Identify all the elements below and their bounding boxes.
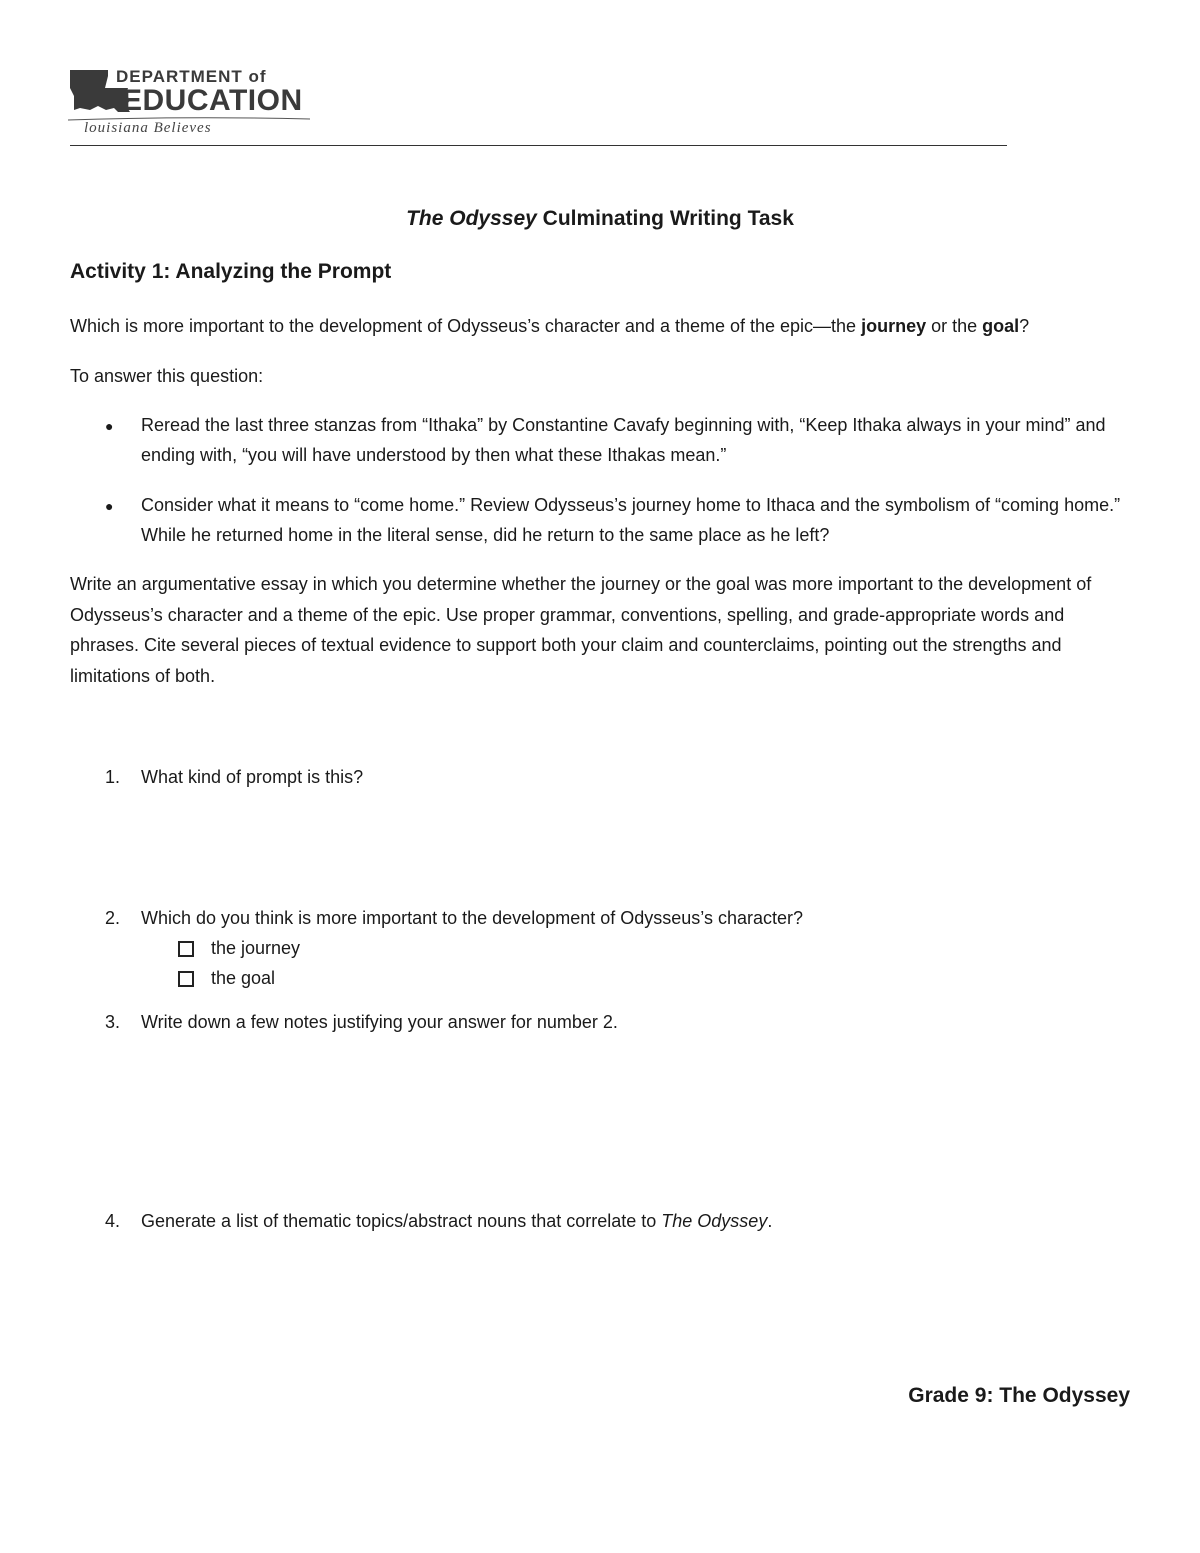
question-middle: or the: [926, 316, 983, 336]
question-2: Which do you think is more important to the development of Odysseus’s character?: [141, 908, 803, 928]
bullet-icon: ●: [105, 418, 114, 434]
bullet-item-1: Reread the last three stanzas from “Ithaka” by Constantine Cavafy beginning with, “Keep Ithaka always in your mind” and ending with, “you will have understood by then what these Ithakas mean.”: [141, 415, 1106, 465]
option-the-journey: the journey: [211, 938, 301, 958]
question-end: ?: [1019, 316, 1030, 336]
prompt-paragraph: Write an argumentative essay in which you determine whether the journey or the goal was more important to the development of Odysseus’s character and a theme of the epic. Use proper grammar, conventions, spelling, and grade-appropriate words and phrases. Cite several pieces of textual evidence to support both your claim and counterclaims, pointing out the strengths and limitations of both.: [70, 574, 1092, 686]
question-3-number: 3.: [105, 1012, 121, 1032]
checkbox-the-journey[interactable]: [178, 941, 194, 957]
question-2-number: 2.: [105, 908, 121, 928]
header-rule: [70, 145, 1007, 146]
intro-text: To answer this question:: [70, 366, 264, 386]
question-4-number: 4.: [105, 1211, 121, 1231]
question-journey: journey: [861, 316, 927, 336]
question-1-number: 1.: [105, 767, 121, 787]
question-4-end: .: [767, 1211, 773, 1231]
question-1: What kind of prompt is this?: [141, 767, 364, 787]
bullet-icon: ●: [105, 498, 114, 514]
title-rest: Culminating Writing Task: [536, 207, 794, 230]
option-the-goal: the goal: [211, 968, 276, 988]
question-4-text: Generate a list of thematic topics/abstract nouns that correlate to: [141, 1211, 662, 1231]
title-italic: The Odyssey: [406, 207, 537, 230]
logo-tagline: louisiana Believes: [84, 120, 212, 136]
question-4: [141, 1206, 1131, 1236]
activity-heading: Activity 1: Analyzing the Prompt: [70, 260, 392, 283]
question-text: Which is more important to the development of Odysseus’s character and a theme of the epic—the: [70, 316, 862, 336]
footer-grade-label: Grade 9: The Odyssey: [908, 1384, 1130, 1407]
question-3: Write down a few notes justifying your answer for number 2.: [141, 1012, 618, 1032]
department-of-education-logo: [68, 66, 318, 138]
bullet-item-2: Consider what it means to “come home.” Review Odysseus’s journey home to Ithaca and the symbolism of “coming home.” While he returned home in the literal sense, did he return to the same place as he left?: [141, 495, 1121, 545]
document-title: [0, 207, 1200, 231]
main-question: [70, 311, 1130, 342]
checkbox-the-goal[interactable]: [178, 971, 194, 987]
logo-line1: DEPARTMENT of: [116, 67, 267, 86]
question-4-italic: The Odyssey: [661, 1211, 768, 1231]
question-goal: goal: [982, 316, 1020, 336]
logo-line2: EDUCATION: [122, 84, 303, 117]
